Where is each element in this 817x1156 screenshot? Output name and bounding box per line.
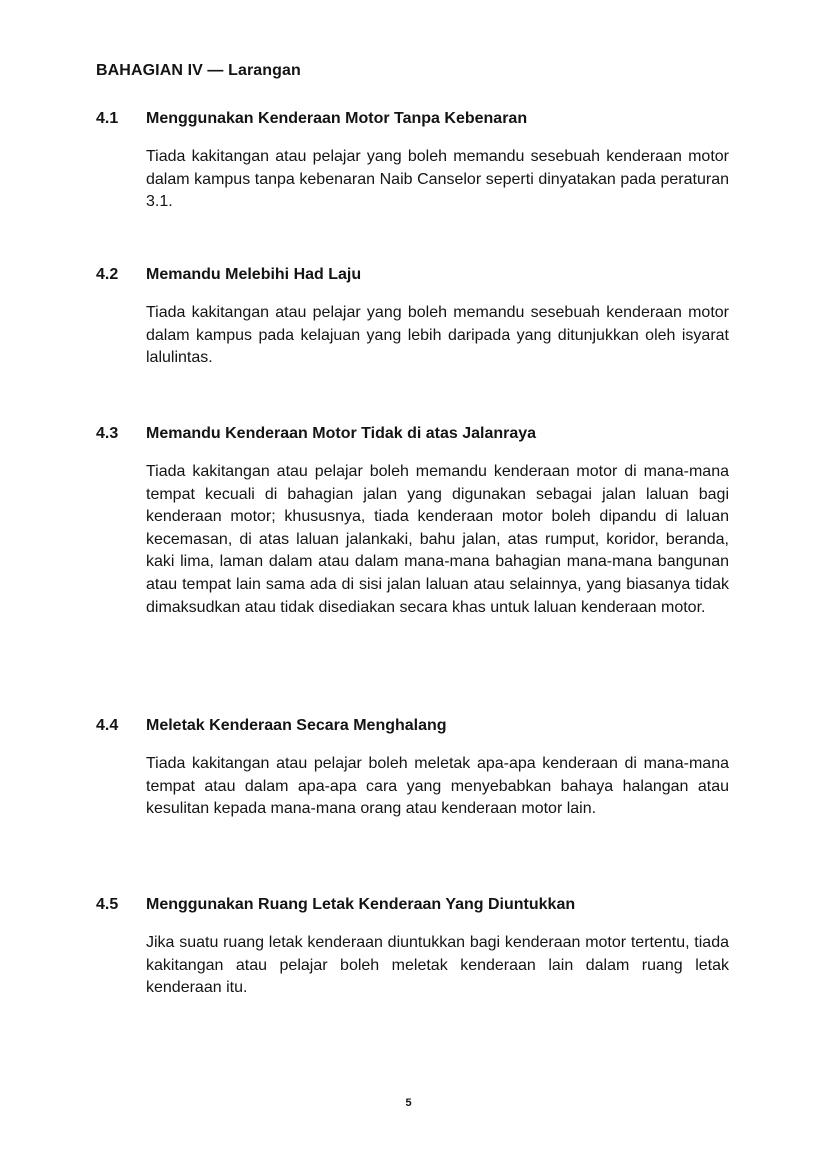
part-heading: BAHAGIAN IV — Larangan — [96, 62, 301, 79]
section-title-text: Menggunakan Ruang Letak Kenderaan Yang Diuntukkan — [146, 896, 576, 913]
section-body: Tiada kakitangan atau pelajar boleh meletak apa-apa kenderaan di mana-mana tempat atau dalam apa-apa cara yang menyebabkan bahaya halangan atau kesulitan kepada mana-mana orang atau kenderaan motor lain. — [146, 755, 729, 818]
section-body: Jika suatu ruang letak kenderaan diuntukkan bagi kenderaan motor tertentu, tiada kakitangan atau pelajar boleh meletak kenderaan lain dalam ruang letak kenderaan itu. — [146, 934, 729, 997]
section-title — [96, 266, 736, 284]
section-4-3 — [96, 425, 736, 619]
section-title-text: Memandu Kenderaan Motor Tidak di atas Jalanraya — [146, 425, 537, 442]
section-title — [96, 110, 736, 128]
section-body: Tiada kakitangan atau pelajar yang boleh memandu sesebuah kenderaan motor dalam kampus pada kelajuan yang lebih daripada yang ditunjukkan oleh isyarat lalulintas. — [146, 304, 729, 367]
section-number: 4.4 — [96, 717, 119, 734]
section-title-text: Menggunakan Kenderaan Motor Tanpa Kebenaran — [146, 110, 528, 127]
section-number: 4.5 — [96, 896, 119, 913]
section-body: Tiada kakitangan atau pelajar boleh memandu kenderaan motor di mana-mana tempat kecuali di bahagian jalan yang digunakan sebagai jalan laluan bagi kenderaan motor; khususnya, tiada kenderaan motor boleh dipandu di laluan kecemasan, di atas laluan jalankaki, bahu jalan, atas rumput, koridor, beranda, kaki lima, laman dalam atau dalam mana-mana bahagian mana-mana bangunan atau tempat lain sama ada di sisi jalan laluan atau selainnya, yang biasanya tidak dimaksudkan atau tidak disediakan secara khas untuk laluan kenderaan motor. — [146, 463, 729, 616]
section-number: 4.1 — [96, 110, 119, 127]
section-title-text: Memandu Melebihi Had Laju — [146, 266, 362, 283]
section-4-4 — [96, 717, 736, 821]
section-number: 4.2 — [96, 266, 119, 283]
section-title — [96, 717, 736, 735]
section-title-text: Meletak Kenderaan Secara Menghalang — [146, 717, 447, 734]
section-title — [96, 425, 736, 443]
section-4-1 — [96, 110, 736, 214]
section-4-5 — [96, 896, 736, 1000]
section-number: 4.3 — [96, 425, 119, 442]
section-title — [96, 896, 736, 914]
section-body: Tiada kakitangan atau pelajar yang boleh memandu sesebuah kenderaan motor dalam kampus tanpa kebenaran Naib Canselor seperti dinyatakan pada peraturan 3.1. — [146, 148, 729, 211]
page-number: 5 — [405, 1097, 412, 1109]
section-4-2 — [96, 266, 736, 370]
